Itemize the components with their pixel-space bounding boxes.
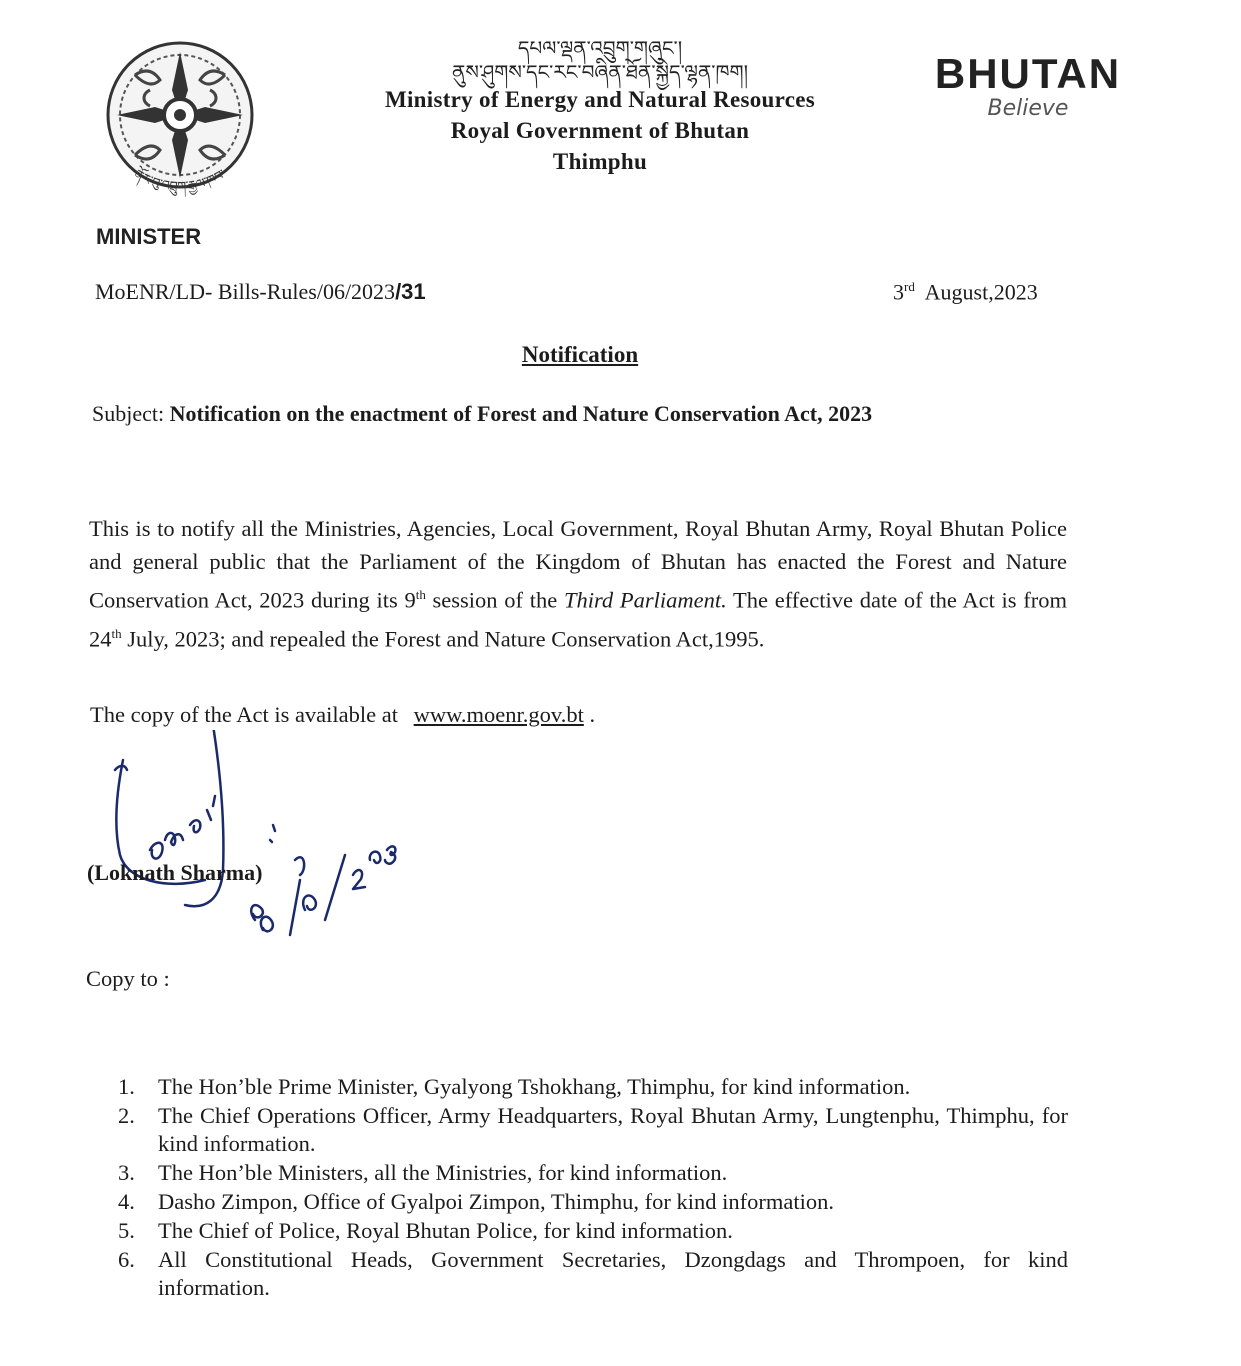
list-text: The Chief Operations Officer, Army Headquarters, Royal Bhutan Army, Lungtenphu, Thimphu, for kind information.: [158, 1103, 1068, 1156]
list-number: 5.: [118, 1218, 135, 1243]
brand-tagline: Believe: [987, 96, 1069, 121]
list-number: 2.: [118, 1103, 135, 1128]
copy-to-label: Copy to :: [86, 966, 170, 991]
list-item: [118, 1217, 1068, 1245]
subject-text: Notification on the enactment of Forest and Nature Conservation Act, 2023: [169, 401, 873, 426]
dzongkha-ministry-name: ནུས་ཤུགས་དང་རང་བཞིན་ཐོན་སྐྱེད་ལྷན་ཁག།: [451, 60, 749, 84]
list-text: All Constitutional Heads, Government Secretaries, Dzongdags and Thrompoen, for kind information.: [158, 1247, 1068, 1300]
list-number: 1.: [118, 1074, 135, 1099]
signatory-name: (Loknath Sharma): [87, 860, 263, 885]
list-item: [118, 1102, 1068, 1158]
body-italic: Third Parliament.: [563, 587, 727, 613]
document-title: Notification: [521, 342, 639, 367]
subject-line: [92, 401, 872, 427]
list-item: [118, 1159, 1068, 1187]
availability-end: .: [589, 702, 596, 727]
government-name: Royal Government of Bhutan: [450, 118, 750, 143]
body-text-1: This is to notify all the Ministries, Agencies, Local Government, Royal Bhutan Army, Royal Bhutan Police and general public that the Parliament of the Kingdom of Bhutan has enacted the Forest and Nature Conservation Act, 2023 during its 9: [89, 516, 1067, 613]
list-item: [118, 1188, 1068, 1216]
list-text: The Hon’ble Prime Minister, Gyalyong Tshokhang, Thimphu, for kind information.: [158, 1074, 911, 1099]
city-name: Thimphu: [552, 149, 648, 174]
brand-logo: [920, 50, 1136, 122]
reference-number: [95, 279, 426, 305]
letter-date: [893, 279, 1038, 305]
office-label: MINISTER: [96, 224, 202, 249]
body-paragraph: [89, 512, 1067, 655]
body-text-3: The effective date of the Act is from 24: [89, 587, 1068, 651]
reference-number-text: MoENR/LD- Bills-Rules/06/2023: [95, 279, 396, 304]
emblem-arc-text: ནོར་བུ་འབྲུག་རྒྱལ་ཁབ་: [131, 167, 230, 195]
letterhead: [330, 36, 870, 177]
website-link[interactable]: www.moenr.gov.bt: [413, 702, 584, 727]
date-day-suffix: rd: [904, 279, 915, 294]
date-day: 3: [893, 279, 904, 305]
list-text: The Hon’ble Ministers, all the Ministries, for kind information.: [158, 1160, 728, 1185]
copy-to-list: [118, 1073, 1068, 1302]
ministry-name: Ministry of Energy and Natural Resources: [384, 87, 816, 112]
availability-line: [90, 702, 595, 728]
body-text-2: session of the: [425, 587, 564, 613]
date-rest: August,2023: [924, 279, 1038, 305]
list-number: 4.: [118, 1189, 135, 1214]
bhutan-emblem-logo: [80, 30, 280, 230]
handwritten-signature: [95, 730, 435, 960]
list-text: The Chief of Police, Royal Bhutan Police, for kind information.: [158, 1218, 733, 1243]
list-item: [118, 1246, 1068, 1302]
body-text-4: July, 2023; and repealed the Forest and Nature Conservation Act,1995.: [121, 626, 765, 651]
reference-number-suffix: /31: [395, 279, 426, 304]
body-sup-2: th: [111, 625, 122, 641]
dzongkha-government-name: དཔལ་ལྡན་འབྲུག་གཞུང་།: [517, 36, 683, 60]
list-item: [118, 1073, 1068, 1101]
subject-label: Subject:: [92, 401, 165, 426]
brand-name: BHUTAN: [934, 50, 1122, 97]
list-number: 6.: [118, 1247, 135, 1272]
body-sup-1: th: [415, 587, 426, 602]
list-number: 3.: [118, 1160, 135, 1185]
list-text: Dasho Zimpon, Office of Gyalpoi Zimpon, Thimphu, for kind information.: [158, 1189, 834, 1214]
availability-text: The copy of the Act is available at: [90, 702, 399, 727]
